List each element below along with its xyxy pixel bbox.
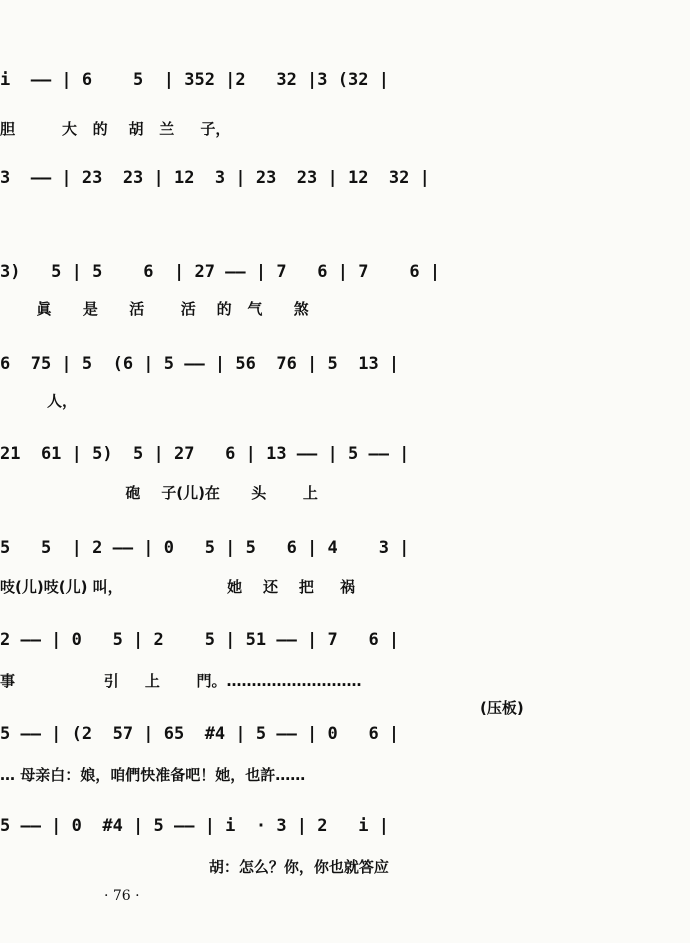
notation-row: 2 —— | 0 5 | 2 5 | 51 —— | 7 6 | (0, 630, 400, 650)
notation-row: i —— | 6 5 | 352 |2 32 |3 (32 | (0, 70, 389, 90)
lyric-row: 吱(儿)吱(儿) 叫， 她 还 把 祸 (0, 578, 355, 596)
lyric-row: … 母亲白：娘，咱們快准备吧！她，也許…… (0, 766, 306, 784)
notation-row: 6 75 | 5 (6 | 5 —— | 56 76 | 5 13 | (0, 354, 400, 374)
notation-row: 5 —— | (2 57 | 65 #4 | 5 —— | 0 6 | (0, 724, 400, 744)
tempo-marking: (压板) (480, 699, 524, 717)
lyric-row: 眞 是 活 活 的 气 煞 (0, 300, 309, 318)
lyric-row: 胆 大 的 胡 兰 子， (0, 120, 231, 138)
notation-row: 3 —— | 23 23 | 12 3 | 23 23 | 12 32 | (0, 168, 430, 188)
notation-row: 5 5 | 2 —— | 0 5 | 5 6 | 4 3 | (0, 538, 410, 558)
lyric-row: 人， (0, 392, 77, 410)
notation-row: 21 61 | 5) 5 | 27 6 | 13 —— | 5 —— | (0, 444, 410, 464)
lyric-row: 砲 子(儿)在 头 上 (0, 484, 318, 502)
lyric-row: 胡：怎么？你，你也就答应 (0, 858, 389, 876)
notation-row: 5 —— | 0 #4 | 5 —— | i · 3 | 2 i | (0, 816, 389, 836)
notation-row: 3) 5 | 5 6 | 27 —— | 7 6 | 7 6 | (0, 262, 441, 282)
lyric-row: 事 引 上 門。……………………… (0, 672, 362, 690)
page-number: · 76 · (104, 888, 140, 904)
